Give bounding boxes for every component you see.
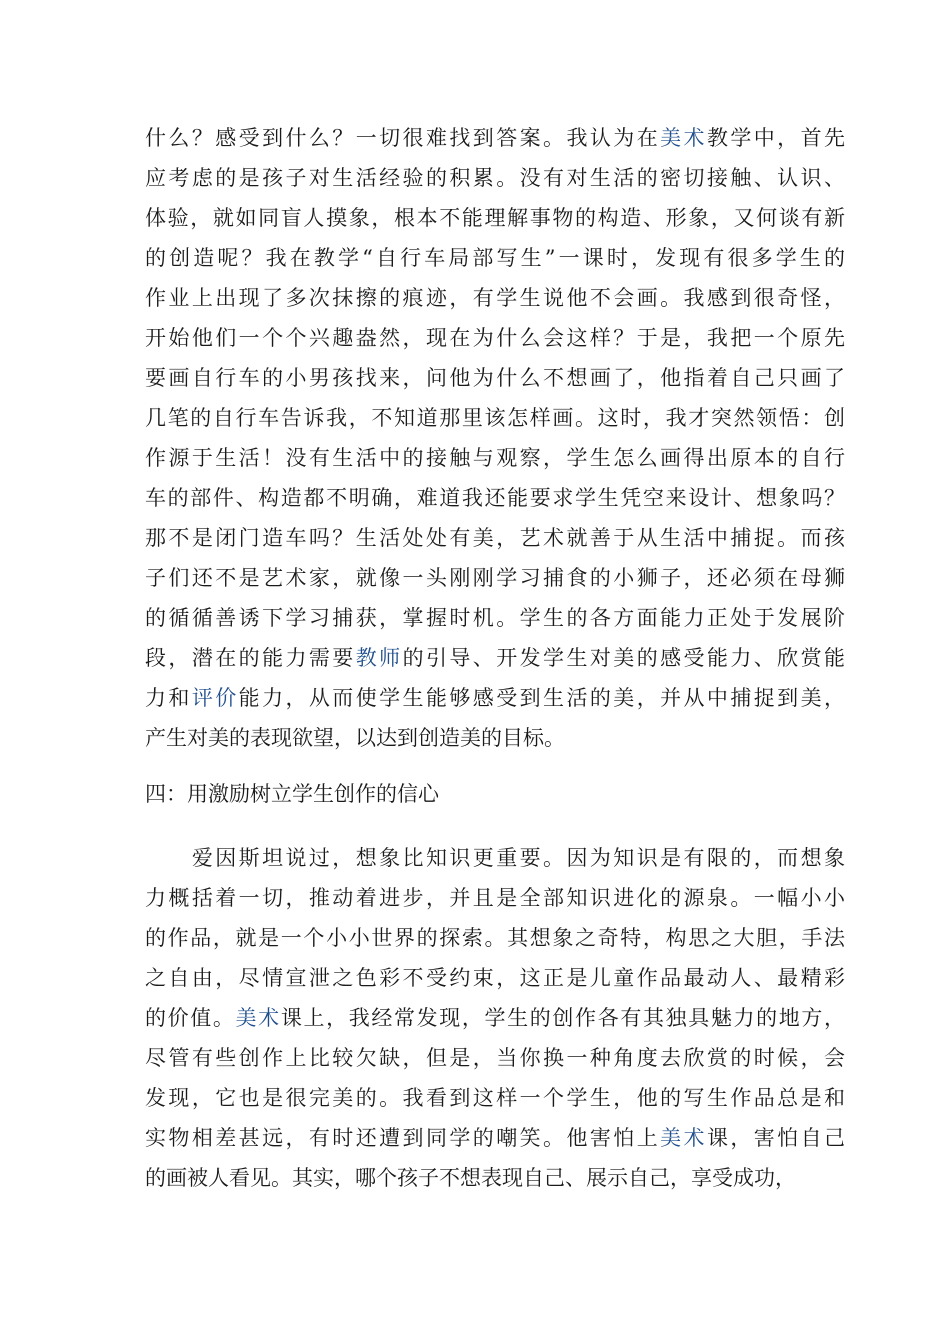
text-line bbox=[145, 718, 845, 758]
text-line bbox=[145, 558, 848, 598]
text-line bbox=[145, 1038, 848, 1078]
paragraph-2 bbox=[145, 838, 848, 1198]
text-line bbox=[145, 478, 845, 518]
text-run: 的画被人看见。其实，哪个孩子不想表现自己、展示自己，享受成功， bbox=[145, 1166, 796, 1190]
text-line bbox=[145, 278, 848, 318]
text-run: 课上，我经常发现，学生的创作各有其独具魅力的地方， bbox=[280, 1006, 847, 1030]
text-line bbox=[145, 678, 848, 718]
text-run: 段，潜在的能力需要 bbox=[145, 646, 356, 670]
text-line bbox=[145, 638, 848, 678]
text-run: 的创造呢？我在教学“自行车局部写生”一课时，发现有很多学生的 bbox=[145, 246, 849, 270]
text-line bbox=[145, 318, 848, 358]
text-run: 要画自行车的小男孩找来，问他为什么不想画了，他指着自己只画了 bbox=[145, 366, 848, 390]
text-run: 尽管有些创作上比较欠缺，但是，当你换一种角度去欣赏的时候，会 bbox=[145, 1046, 848, 1070]
text-run: 课，害怕自己 bbox=[706, 1126, 848, 1150]
keyword-link[interactable]: 教师 bbox=[355, 646, 403, 670]
text-run: 开始他们一个个兴趣盎然，现在为什么会这样？于是，我把一个原先 bbox=[145, 326, 848, 350]
text-run: 子们还不是艺术家，就像一头刚刚学习捕食的小狮子，还必须在母狮 bbox=[145, 566, 848, 590]
text-line bbox=[145, 398, 845, 438]
keyword-link[interactable]: 评价 bbox=[191, 686, 239, 710]
text-line bbox=[145, 918, 845, 958]
text-run: 作源于生活！没有生活中的接触与观察，学生怎么画得出原本的自行 bbox=[145, 446, 848, 470]
text-run: 体验，就如同盲人摸象，根本不能理解事物的构造、形象，又何谈有新 bbox=[145, 206, 847, 230]
section-heading: 四：用激励树立学生创作的信心 bbox=[145, 782, 439, 806]
text-run: 的循循善诱下学习捕获，掌握时机。学生的各方面能力正处于发展阶 bbox=[145, 606, 848, 630]
text-run: 发现，它也是很完美的。我看到这样一个学生，他的写生作品总是和 bbox=[145, 1086, 848, 1110]
text-run: 车的部件、构造都不明确，难道我还能要求学生凭空来设计、想象吗？ bbox=[145, 486, 847, 510]
text-line bbox=[145, 198, 845, 238]
text-run: 爱因斯坦说过，想象比知识更重要。因为知识是有限的，而想象 bbox=[145, 846, 848, 870]
text-run: 之自由，尽情宣泄之色彩不受约束，这正是儿童作品最动人、最精彩 bbox=[145, 966, 848, 990]
text-line bbox=[145, 598, 848, 638]
text-run: 教学中，首先 bbox=[706, 126, 848, 150]
text-line bbox=[145, 1118, 848, 1158]
text-line bbox=[145, 438, 848, 478]
text-line bbox=[145, 158, 848, 198]
paragraph-1 bbox=[145, 118, 849, 758]
text-line bbox=[145, 518, 848, 558]
text-run: 应考虑的是孩子对生活经验的积累。没有对生活的密切接触、认识、 bbox=[145, 166, 848, 190]
text-line bbox=[145, 1078, 848, 1118]
text-line bbox=[145, 118, 848, 158]
keyword-link[interactable]: 美术 bbox=[660, 1126, 707, 1150]
text-line bbox=[145, 238, 849, 278]
text-run: 实物相差甚远，有时还遭到同学的嘲笑。他害怕上 bbox=[145, 1126, 661, 1150]
keyword-link[interactable]: 美术 bbox=[235, 1006, 281, 1030]
text-run: 的引导、开发学生对美的感受能力、欣赏能 bbox=[402, 646, 848, 670]
text-run: 力和 bbox=[145, 686, 192, 710]
keyword-link[interactable]: 美术 bbox=[660, 126, 707, 150]
text-run: 能力，从而使学生能够感受到生活的美，并从中捕捉到美， bbox=[238, 686, 848, 710]
text-line bbox=[145, 958, 848, 998]
text-run: 什么？感受到什么？一切很难找到答案。我认为在 bbox=[145, 126, 661, 150]
text-run: 作业上出现了多次抹擦的痕迹，有学生说他不会画。我感到很奇怪， bbox=[145, 286, 848, 310]
text-run: 的作品，就是一个小小世界的探索。其想象之奇特，构思之大胆，手法 bbox=[145, 926, 847, 950]
text-run: 几笔的自行车告诉我，不知道那里该怎样画。这时，我才突然领悟：创 bbox=[145, 406, 847, 430]
text-run: 产生对美的表现欲望，以达到创造美的目标。 bbox=[145, 726, 565, 750]
text-line bbox=[145, 878, 848, 918]
text-run: 力概括着一切，推动着进步，并且是全部知识进化的源泉。一幅小小 bbox=[145, 886, 848, 910]
text-run: 那不是闭门造车吗？生活处处有美，艺术就善于从生活中捕捉。而孩 bbox=[145, 526, 848, 550]
text-line bbox=[145, 1158, 845, 1198]
text-line bbox=[145, 358, 848, 398]
text-run: 的价值。 bbox=[145, 1006, 236, 1030]
text-line bbox=[145, 838, 848, 878]
text-line bbox=[145, 998, 845, 1038]
